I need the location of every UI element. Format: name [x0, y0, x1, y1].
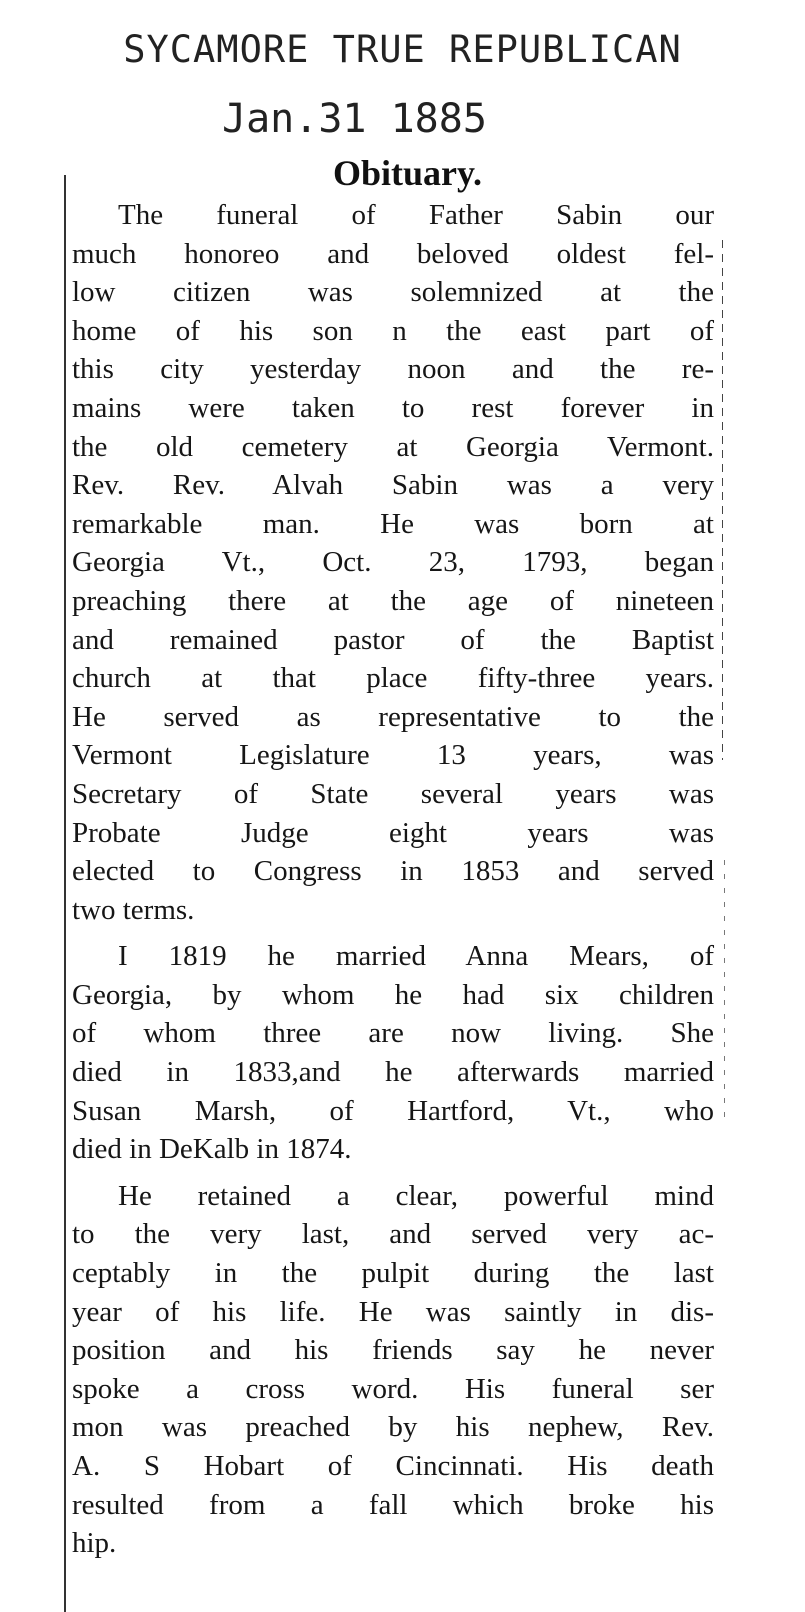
text-line: He served as representative to the: [72, 700, 714, 733]
text-line: home of his son n the east part of: [72, 314, 714, 347]
text-line: Secretary of State several years was: [72, 777, 714, 810]
paragraph-2: [72, 937, 714, 1169]
text-line: Susan Marsh, of Hartford, Vt., who: [72, 1094, 714, 1127]
text-line: and remained pastor of the Baptist: [72, 623, 714, 656]
text-line: much honoreo and beloved oldest fel-: [72, 237, 714, 270]
text-line: I 1819 he married Anna Mears, of: [118, 940, 714, 973]
text-line: mon was preached by his nephew, Rev.: [72, 1411, 714, 1444]
column-rule-left: [64, 175, 66, 1612]
text-line: resulted from a fall which broke his: [72, 1488, 714, 1521]
text-line: mains were taken to rest forever in: [72, 391, 714, 424]
newspaper-masthead: SYCAMORE TRUE REPUBLICAN: [123, 28, 682, 71]
text-line: hip.: [72, 1527, 117, 1560]
paragraph-gap: [72, 929, 714, 937]
text-line: of whom three are now living. She: [72, 1017, 714, 1050]
text-line: Vermont Legislature 13 years, was: [72, 739, 714, 772]
paragraph-1: [72, 196, 714, 929]
issue-date: Jan.31 1885: [222, 96, 487, 142]
obituary-body: [72, 196, 714, 1563]
article-heading: Obituary.: [332, 153, 483, 193]
text-line: spoke a cross word. His funeral ser: [72, 1372, 714, 1405]
paragraph-3: [72, 1177, 714, 1563]
text-line: two terms.: [72, 893, 195, 926]
text-line: the old cemetery at Georgia Vermont.: [72, 430, 714, 463]
text-line: year of his life. He was saintly in dis-: [72, 1295, 714, 1328]
text-line: church at that place fifty-three years.: [72, 662, 714, 695]
text-line: elected to Congress in 1853 and served: [72, 855, 714, 888]
text-line: Georgia, by whom he had six children: [72, 978, 714, 1011]
text-line: position and his friends say he never: [72, 1334, 714, 1367]
text-line: Rev. Rev. Alvah Sabin was a very: [72, 469, 714, 502]
text-line: He retained a clear, powerful mind: [118, 1179, 714, 1212]
text-line: The funeral of Father Sabin our: [118, 199, 714, 231]
text-line: preaching there at the age of nineteen: [72, 584, 714, 617]
text-line: low citizen was solemnized at the: [72, 276, 714, 309]
paragraph-gap: [72, 1169, 714, 1177]
text-line: this city yesterday noon and the re-: [72, 353, 714, 386]
text-line: remarkable man. He was born at: [72, 507, 714, 540]
text-line: Georgia Vt., Oct. 23, 1793, began: [72, 546, 714, 579]
text-line: to the very last, and served very ac-: [72, 1218, 714, 1251]
column-rule-right-lower: [724, 860, 725, 1120]
text-line: A. S Hobart of Cincinnati. His death: [72, 1450, 714, 1482]
text-line: died in DeKalb in 1874.: [72, 1133, 352, 1166]
text-line: died in 1833,and he afterwards married: [72, 1056, 714, 1089]
text-line: Probate Judge eight years was: [72, 816, 714, 849]
column-rule-right: [722, 240, 723, 760]
text-line: ceptably in the pulpit during the last: [72, 1257, 714, 1290]
